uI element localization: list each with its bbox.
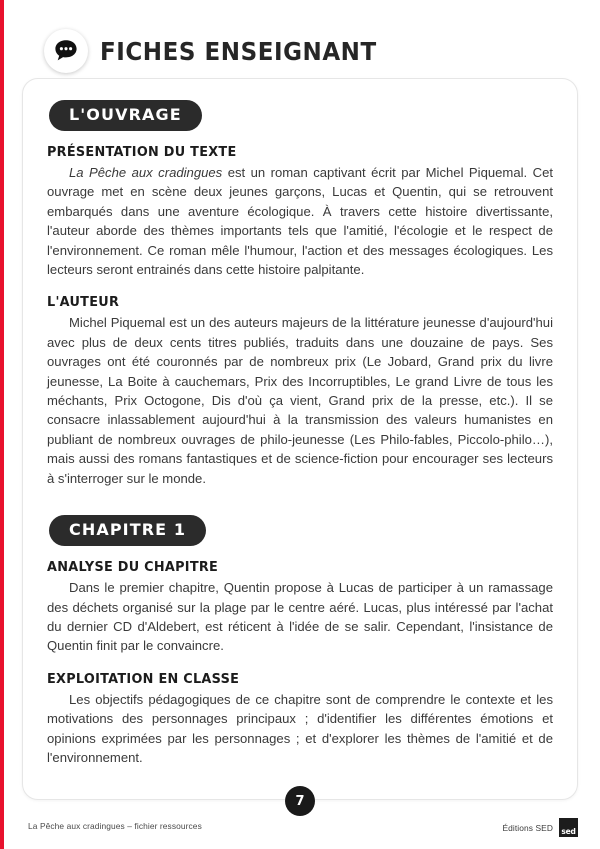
paragraph-presentation-du-texte: La Pêche aux cradingues est un roman captivant écrit par Michel Piquemal. Cet ouvrage met en scène deux jeunes garçons, Lucas et Quentin, qui se retrouvent embarqués dans une aventure écologique. À travers cette histoire divertissante, l'auteur aborde des thèmes importants tels que l'amitié, l'écologie et le respect de l'environnement. Ce roman mêle l'humour, l'action et des messages écologiques. Les lecteurs seront entrainés dans cette histoire palpitante.: [47, 165, 553, 278]
heading-lauteur: L'AUTEUR: [47, 294, 120, 311]
content-card: [22, 78, 578, 800]
paragraph-lauteur: Michel Piquemal est un des auteurs majeurs de la littérature jeunesse d'aujourd'hui avec plus de deux cents titres publiés, traduits dans une douzaine de pays. Ses ouvrages ont été couronnés par de nombreux prix (Le Jobard, Grand prix du livre jeunesse, La Boite à cauchemars, Prix des Incorruptibles, Le grand Livre de tous les méchants, Prix Octogone, Dis d'où ça vient, Grand prix de la presse, etc.). Il se consacre inlassablement aujourd'hui à la transmission des valeurs humanistes en publiant de nombreux ouvrages de philo-jeunesse (Les Philo-fables, Piccolo-philo…), mais aussi des romans fantastiques et de science-fiction pour encourager ses lecteurs à s'interroger sur le monde.: [47, 315, 553, 486]
heading-presentation-du-texte: PRÉSENTATION DU TEXTE: [47, 144, 237, 160]
speech-bubble-icon: [44, 29, 88, 73]
sed-logo-icon: [559, 818, 578, 837]
paragraph-exploitation-en-classe: Les objectifs pédagogiques de ce chapitre sont de comprendre le contexte et les motivations des personnages principaux ; d'identifier les différentes émotions et opinions exprimées par les personnages ; et d'explorer les thèmes de l'amitié et de l'environnement.: [47, 691, 553, 765]
sed-logo-text: sed: [561, 826, 576, 836]
page-header: [44, 25, 401, 77]
page-title: FICHES ENSEIGNANT: [100, 36, 377, 66]
pill-ouvrage: L'OUVRAGE: [49, 100, 202, 131]
paragraph-analyse-du-chapitre: Dans le premier chapitre, Quentin propose à Lucas de participer à un ramassage des déchets organisé sur la plage par le centre aéré. Lucas, plus intéressé par l'achat du dernier CD d'Aldebert, est réticent à l'idée de se salir. Cependant, l'insistance de Quentin finit par le convaincre.: [47, 580, 553, 654]
footer-publisher: [502, 818, 578, 837]
heading-exploitation-en-classe: EXPLOITATION EN CLASSE: [47, 670, 240, 687]
publisher-label: Éditions SED: [502, 822, 553, 833]
section-label-ouvrage: [49, 100, 553, 131]
heading-analyse-du-chapitre: ANALYSE DU CHAPITRE: [47, 559, 219, 576]
pill-chapitre-1: CHAPITRE 1: [49, 515, 206, 546]
footer-left-text: La Pêche aux cradingues – fichier ressources: [28, 821, 202, 831]
page-number-badge: 7: [285, 786, 315, 816]
section-label-chapitre: [49, 515, 553, 546]
